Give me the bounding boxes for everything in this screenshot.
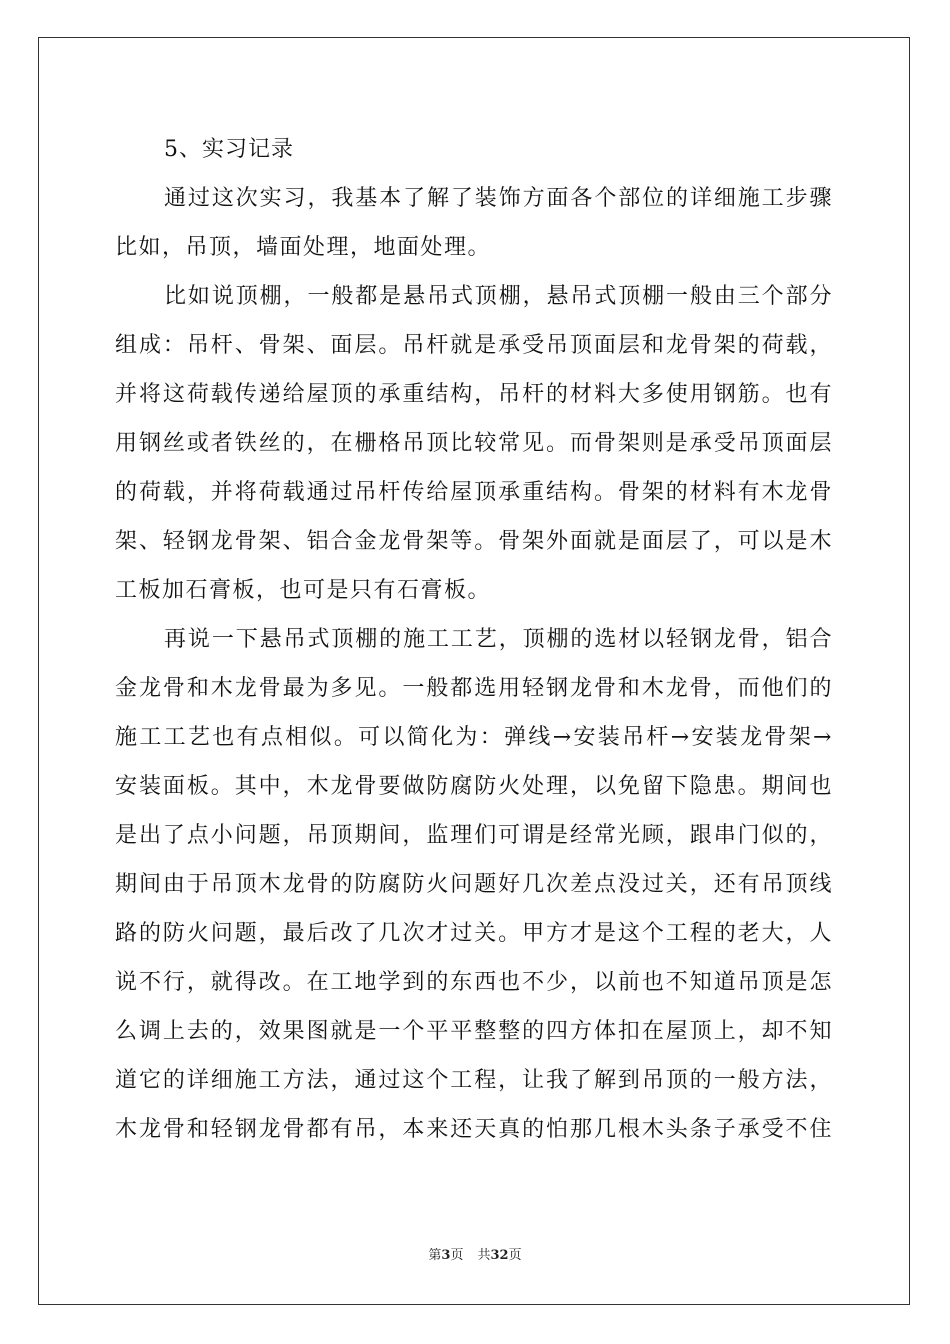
page-footer [0,1246,950,1266]
paragraph-line: 架、轻钢龙骨架、铝合金龙骨架等。骨架外面就是面层了，可以是木 [115,529,833,554]
paragraph-line: 期间由于吊顶木龙骨的防腐防火问题好几次差点没过关，还有吊顶线 [115,872,833,897]
page-suffix: 页 [450,1248,464,1263]
paragraph-line: 路的防火问题，最后改了几次才过关。甲方才是这个工程的老大，人 [115,921,833,946]
paragraph-line: 安装面板。其中，木龙骨要做防腐防火处理，以免留下隐患。期间也 [115,774,833,799]
paragraph-line: 组成：吊杆、骨架、面层。吊杆就是承受吊顶面层和龙骨架的荷载， [115,333,833,358]
section-title: 5、实习记录 [164,137,294,162]
total-pages: 32 [490,1248,509,1263]
paragraph-line: 并将这荷载传递给屋顶的承重结构，吊杆的材料大多使用钢筋。也有 [115,382,833,407]
paragraph-line: 金龙骨和木龙骨最为多见。一般都选用轻钢龙骨和木龙骨，而他们的 [115,676,833,701]
paragraph-line: 比如，吊顶，墙面处理，地面处理。 [115,235,492,260]
paragraph-line: 用钢丝或者铁丝的，在栅格吊顶比较常见。而骨架则是承受吊顶面层 [115,431,833,456]
page-prefix: 第 [428,1248,442,1263]
paragraph-line: 比如说顶棚，一般都是悬吊式顶棚，悬吊式顶棚一般由三个部分 [164,284,833,309]
paragraph-line: 的荷载，并将荷载通过吊杆传给屋顶承重结构。骨架的材料有木龙骨 [115,480,833,505]
total-prefix: 共 [477,1248,491,1263]
paragraph-line: 通过这次实习，我基本了解了装饰方面各个部位的详细施工步骤 [164,186,833,211]
page-number: 3 [441,1248,451,1263]
paragraph-line: 么调上去的，效果图就是一个平平整整的四方体扣在屋顶上，却不知 [115,1019,833,1044]
paragraph-line: 施工工艺也有点相似。可以简化为：弹线→安装吊杆→安装龙骨架→ [115,725,833,750]
document-body [115,125,833,1154]
paragraph-line: 是出了点小问题，吊顶期间，监理们可谓是经常光顾，跟串门似的， [115,823,833,848]
paragraph-line: 木龙骨和轻钢龙骨都有吊，本来还天真的怕那几根木头条子承受不住 [115,1117,833,1142]
total-suffix: 页 [508,1248,522,1263]
paragraph-3 [115,615,833,1154]
paragraph-2 [115,272,833,615]
paragraph-line: 工板加石膏板，也可是只有石膏板。 [115,578,492,603]
paragraph-1 [115,174,833,272]
paragraph-line: 再说一下悬吊式顶棚的施工工艺，顶棚的选材以轻钢龙骨，铝合 [164,627,833,652]
paragraph-line: 道它的详细施工方法，通过这个工程，让我了解到吊顶的一般方法， [115,1068,833,1093]
paragraph-line: 说不行，就得改。在工地学到的东西也不少，以前也不知道吊顶是怎 [115,970,833,995]
